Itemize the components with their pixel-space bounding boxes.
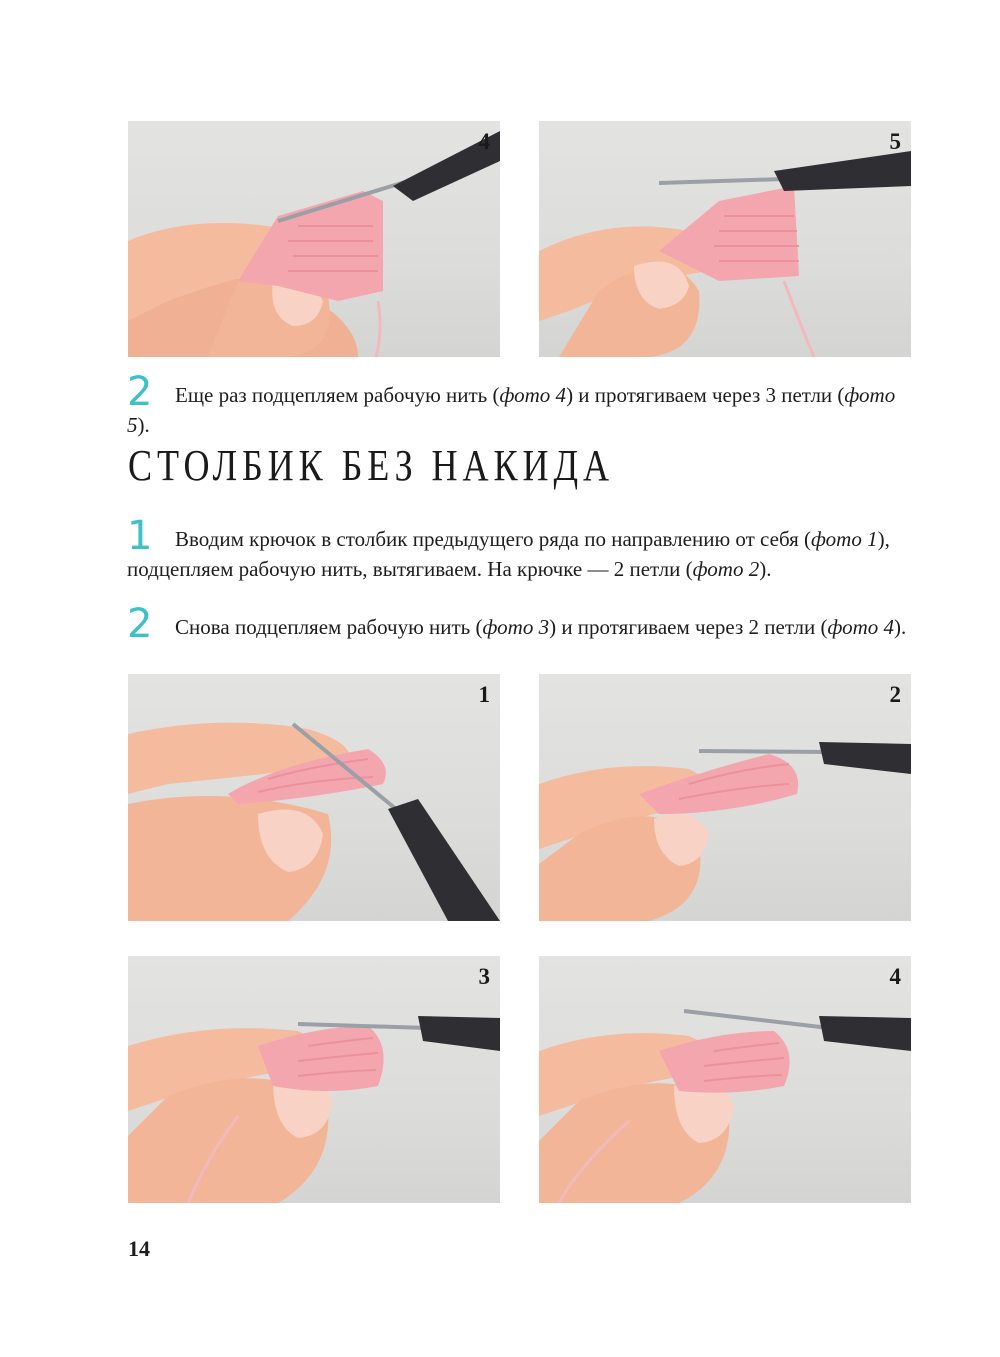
step-number: 1	[127, 513, 153, 559]
photo-bottom-4	[539, 956, 911, 1203]
photo-bottom-1	[128, 674, 500, 921]
photo-top-5	[539, 121, 911, 357]
page-number: 14	[128, 1236, 150, 1261]
crochet-photo-illustration	[128, 674, 500, 921]
step-text: Вводим крючок в столбик предыдущего ряда по направлению от себя (фото 1), подцепляем рабочую нить, вытягиваем. На крючке — 2 петли (фото 2).	[127, 527, 890, 581]
photo-number: 4	[889, 964, 901, 989]
crochet-photo-illustration	[128, 956, 500, 1203]
step-number: 2	[127, 369, 153, 415]
photo-ref: фото 4	[499, 383, 567, 407]
step-text: Снова подцепляем рабочую нить (фото 3) и протягиваем через 2 петли (фото 4).	[175, 615, 907, 639]
photo-ref: фото 3	[482, 615, 550, 639]
step-instruction	[127, 513, 917, 584]
photo-ref: фото 1	[811, 527, 878, 551]
photo-top-4	[128, 121, 500, 357]
step-instruction	[127, 369, 917, 440]
photo-number: 2	[889, 682, 901, 707]
crochet-photo-illustration	[539, 121, 911, 357]
step-text: Еще раз подцепляем рабочую нить (фото 4) и протягиваем через 3 петли (фото 5).	[127, 383, 896, 437]
photo-bottom-3	[128, 956, 500, 1203]
step-instruction	[127, 601, 917, 647]
photo-number: 5	[889, 129, 901, 154]
photo-ref: фото 4	[827, 615, 894, 639]
section-title: СТОЛБИК БЕЗ НАКИДА	[128, 441, 614, 490]
step-number: 2	[127, 601, 153, 647]
crochet-photo-illustration	[539, 674, 911, 921]
photo-number: 1	[478, 682, 490, 707]
crochet-photo-illustration	[128, 121, 500, 357]
photo-ref: фото 5	[127, 383, 896, 437]
photo-number: 3	[478, 964, 490, 989]
crochet-photo-illustration	[539, 956, 911, 1203]
photo-ref: фото 2	[692, 557, 760, 581]
photo-bottom-2	[539, 674, 911, 921]
photo-number: 4	[478, 129, 490, 154]
